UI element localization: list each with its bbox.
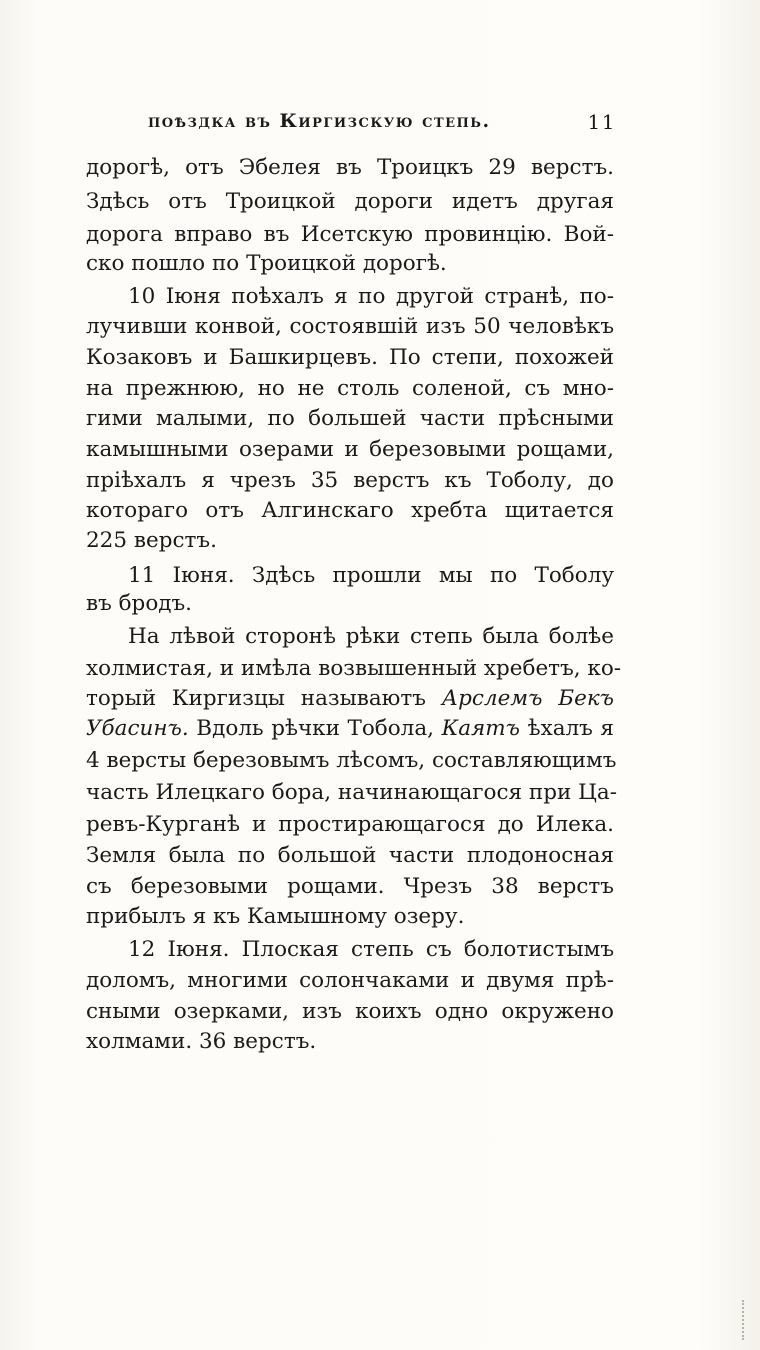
italic-place-name: Каятъ [441, 716, 521, 741]
text-line: съ березовыми рощами. Чрезъ 38 верстъ [86, 874, 614, 899]
text-line: камышными озерами и березовыми рощами, [86, 437, 614, 462]
text-line-with-italic [86, 686, 614, 720]
text-line: 225 верстъ. [86, 528, 217, 553]
text-line: ревъ-Курганѣ и простирающагося до Илека. [86, 812, 614, 837]
text-segment: торый Киргизцы называютъ [86, 686, 426, 711]
text-line: Здѣсь отъ Троицкой дороги идетъ другая [86, 189, 614, 214]
text-line: Земля была по большой части плодоносная [86, 843, 614, 868]
text-segment: ѣхалъ я [527, 716, 614, 741]
text-line-with-italic [86, 716, 614, 750]
text-line: 4 версты березовымъ лѣсомъ, составляющимъ [86, 748, 617, 773]
text-line: дорогѣ, отъ Эбелея въ Троицкъ 29 верстъ. [86, 155, 614, 180]
text-line: котораго отъ Алгинскаго хребта щитается [86, 498, 614, 523]
text-line: 10 Іюня поѣхалъ я по другой странѣ, по- [128, 284, 614, 309]
text-line: сными озерками, изъ коихъ одно окружено [86, 999, 614, 1024]
text-line: 12 Іюня. Плоская степь съ болотистымъ [128, 937, 614, 962]
running-title: поѣздка въ Киргизскую степь. [148, 110, 491, 132]
text-line: лучивши конвой, состоявшій изъ 50 человѣкъ [86, 314, 614, 339]
text-line: гими малыми, по большей части прѣсными [86, 406, 614, 431]
italic-place-name: Арслемъ Бекъ [441, 686, 614, 711]
text-line: холмистая, и имѣла возвышенный хребетъ, ко- [86, 656, 622, 681]
text-line: пріѣхалъ я чрезъ 35 верстъ къ Тоболу, до [86, 468, 614, 493]
text-line: На лѣвой сторонѣ рѣки степь была болѣе [128, 624, 614, 649]
text-segment: Вдоль рѣчки Тобола, [196, 716, 434, 741]
text-line: дорога вправо въ Исетскую провинцію. Вой- [86, 222, 614, 247]
italic-place-name: Убасинъ. [86, 716, 189, 741]
page-edge-mark [742, 1300, 756, 1340]
text-line: холмами. 36 верстъ. [86, 1029, 317, 1054]
text-line: 11 Іюня. Здѣсь прошли мы по Тоболу [128, 563, 614, 588]
text-line: ско пошло по Троицкой дорогѣ. [86, 251, 447, 276]
text-line: прибылъ я къ Камышному озеру. [86, 904, 465, 929]
text-line: въ бродъ. [86, 591, 193, 616]
text-line: доломъ, многими солончаками и двумя прѣ- [86, 968, 614, 993]
page-number: 11 [587, 110, 616, 134]
text-line: на прежнюю, но не столь соленой, съ мно- [86, 376, 614, 401]
running-header [148, 110, 616, 140]
text-line: Козаковъ и Башкирцевъ. По степи, похожей [86, 345, 614, 370]
text-line: часть Илецкаго бора, начинающагося при Ца- [86, 780, 618, 805]
